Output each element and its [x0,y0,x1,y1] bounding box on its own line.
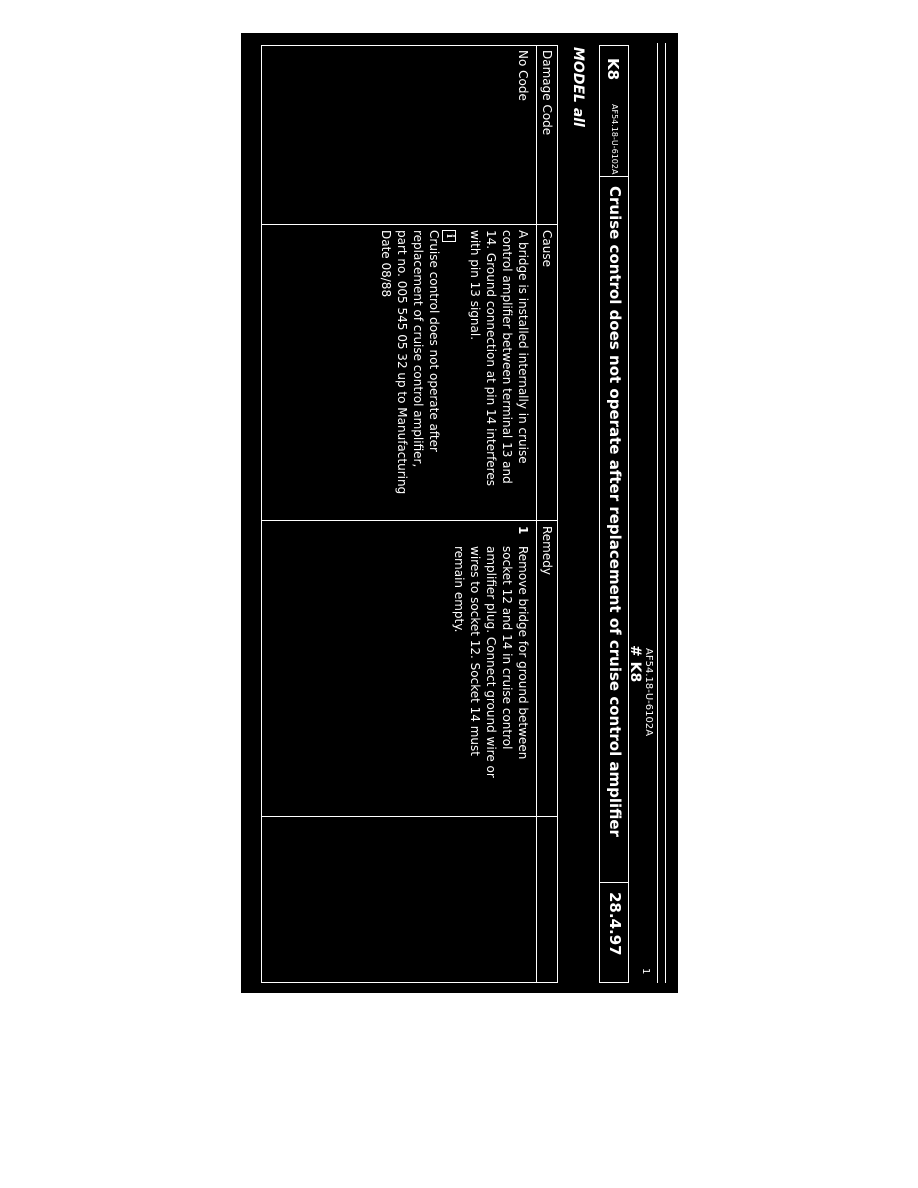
info-line: Cruise control does not operate after [427,230,441,452]
model-label: MODEL all [570,47,586,127]
remedy-step-number: 1 [516,526,530,535]
info-icon: i [442,230,456,242]
table-header-rule [536,46,537,982]
title-bar-doc-code: AF54.18-U-6102A [610,104,619,175]
table-column-divider [262,816,557,817]
damage-table [261,45,558,983]
header-rule-lower [657,43,658,983]
title-bar [599,45,629,983]
header-doc-code: AF54.18-U-6102A [643,648,654,737]
cause-line: 14. Ground connection at pin 14 interferes [484,230,498,486]
table-column-divider [262,520,557,521]
info-line: Date 08/88 [379,230,393,298]
damage-code-value: No Code [516,50,530,101]
rotated-document [241,33,678,993]
remedy-text [451,546,531,778]
document-title: Cruise control does not operate after replacement of cruise control amplifier [606,186,624,837]
header-remedy: Remedy [540,526,554,575]
info-line: part no. 005 545 05 32 up to Manufacturing [395,230,409,495]
title-bar-divider [600,176,628,177]
document-date: 28.4.97 [606,892,624,956]
page-number: 1 [640,968,651,975]
remedy-line: socket 12 and 14 in cruise control [500,546,514,750]
header-cause: Cause [540,230,554,267]
header-title: # K8 [627,645,643,683]
table-column-divider [262,224,557,225]
title-bar-code: K8 [604,58,622,81]
title-bar-divider [600,882,628,883]
cause-line: with pin 13 signal. [468,230,482,341]
cause-line: control amplifier between terminal 13 and [500,230,514,484]
cause-line: A bridge is installed internally in cruise [516,230,530,464]
cause-text [467,230,531,486]
header-rule [665,43,666,983]
remedy-line: wires to socket 12. Socket 14 must [468,546,482,756]
info-line: replacement of cruise control amplifier, [411,230,425,468]
remedy-line: amplifier plug. Connect ground wire or [484,546,498,778]
scanned-page [241,33,678,993]
info-note [378,230,459,494]
remedy-line: Remove bridge for ground between [516,546,530,760]
remedy-line: remain empty. [452,546,466,633]
header-damage-code: Damage Code [540,50,554,136]
